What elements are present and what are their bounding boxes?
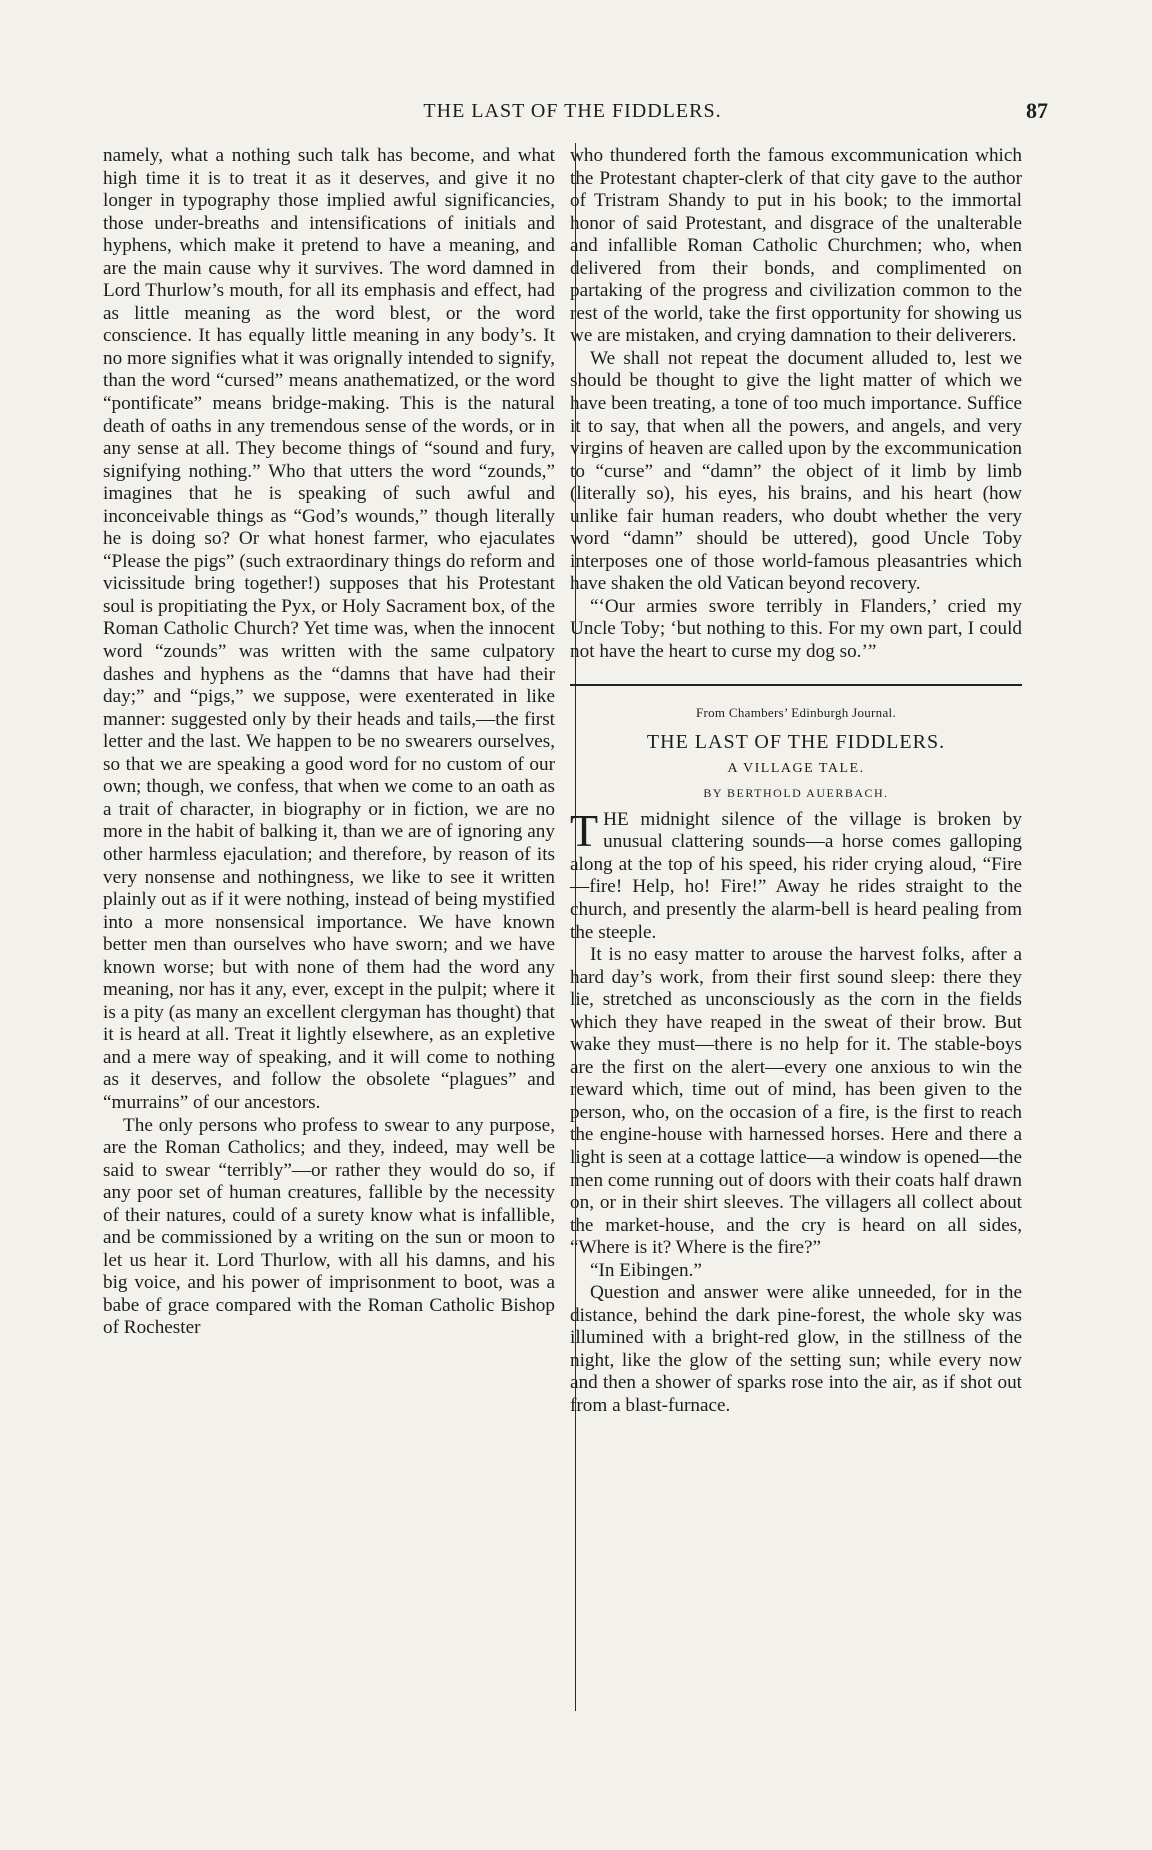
page-header <box>95 98 1050 128</box>
paragraph: Question and answer were alike unneeded, for in the distance, behind the dark pine-forest, the whole sky was illumined with a bright-red glow, in the stillness of the night, like the glow of the setting sun; while every now and then a shower of sparks rose into the air, as if shot out from a blast-furnace. <box>570 1282 1022 1416</box>
page-number: 87 <box>1026 98 1048 123</box>
story-source: From Chambers’ Edinburgh Journal. <box>695 704 897 720</box>
story-subtitle: A VILLAGE TALE. <box>727 760 865 776</box>
right-column <box>570 145 1022 1418</box>
paragraph: The only persons who profess to swear to any purpose, are the Roman Catholics; and they, indeed, may well be said to swear “terribly”—or rather they would do so, if any poor set of human creatures, fallible by the necessity of their natures, could of a surety know what is infallible, and be commissioned by a writing on the sun or moon to let us hear it. Lord Thurlow, with all his damns, and his big voice, and his power of imprisonment to boot, was a babe of grace compared with the Roman Catholic Bishop of Rochester <box>103 1114 555 1339</box>
section-divider <box>570 684 1022 686</box>
left-column <box>103 145 555 1340</box>
story-first-paragraph <box>570 804 1022 944</box>
story-first-paragraph-text: HE midnight silence of the village is broken by unusual clattering sounds—a horse comes galloping along at the top of his speed, his rider crying aloud, “Fire—fire! Help, ho! Fire!” Away he rides straight to the church, and presently the alarm-bell is heard pealing from the steeple. <box>570 808 1022 943</box>
paragraph: who thundered forth the famous excommunication which the Protestant chapter-clerk of that city gave to the author of Tristram Shandy to put in his book; to the immortal honor of said Protestant, and disgrace of the unalterable and infallible Roman Catholic Churchmen; who, when delivered from their bonds, and complimented on partaking of the progress and civilization common to the rest of the world, take the first opportunity for showing us we are mistaken, and crying damnation to their deliverers. <box>570 145 1022 347</box>
story-title: THE LAST OF THE FIDDLERS. <box>646 731 946 754</box>
drop-cap: T <box>570 804 599 856</box>
paragraph: It is no easy matter to arouse the harvest folks, after a hard day’s work, from their first sound sleep: there they lie, stretched as unconsciously as the corn in the fields which they have reaped in the sweat of their brow. But wake they must—there is no help for it. The stable-boys are the first on the alert—every one anxious to win the reward which, time out of mind, has been given to the person, who, on the occasion of a fire, is the first to reach the engine-house with harnessed horses. Here and there a light is seen at a cottage lattice—a window is opened—the men come running out of doors with their coats half drawn on, or in their shirt sleeves. The villagers all collect about the market-house, and the cry is heard on all sides, “Where is it? Where is the fire?” <box>570 944 1022 1259</box>
paragraph: “In Eibingen.” <box>590 1259 702 1281</box>
paragraph: “‘Our armies swore terribly in Flanders,’ cried my Uncle Toby; ‘but nothing to this. For my own part, I could not have the heart to curse my dog so.’” <box>570 595 1022 663</box>
paragraph: We shall not repeat the document alluded to, lest we should be thought to give the light matter of which we have been treating, a tone of too much importance. Suffice it to say, that when all the powers, and angels, and very virgins of heaven are called upon by the excommunication to “curse” and “damn” the object of it limb by limb (literally so), his eyes, his brains, and his heart (how unlike fair human readers, who doubt whether the very word “damn” should be uttered), good Uncle Toby interposes one of those world-famous pleasantries which have shaken the old Vatican beyond recovery. <box>570 347 1022 595</box>
paragraph: namely, what a nothing such talk has become, and what high time it is to treat it as it deserves, and give it no longer in typography those implied awful significancies, those under-breaths and intensifications of initials and hyphens, which make it pretend to have a meaning, and are the main cause why it survives. The word damned in Lord Thurlow’s mouth, for all its emphasis and effect, had as little meaning as the word blest, or the word conscience. It has equally little meaning in any body’s. It no more signifies what it was orignally intended to signify, than the word “cursed” means anathematized, or the word “pontificate” means bridge-making. This is the natural death of oaths in any tremendous sense of the words, or in any sense at all. They become things of “sound and fury, signifying nothing.” Who that utters the word “zounds,” imagines that he is speaking of such awful and inconceivable things as “God’s wounds,” though literally he is doing so? Or what honest farmer, who ejaculates “Please the pigs” (such extraordinary things do reform and vicissitude bring together!) supposes that his Protestant soul is propitiating the Pyx, or Holy Sacrament box, of the Roman Catholic Church? Yet time was, when the innocent word “zounds” was written with the same culpatory dashes and hyphens as the “damns that have had their day;” and “pigs,” we suppose, were exenterated in like manner: suggested only by their heads and tails,—the first letter and the last. We happen to be no swearers ourselves, so that we are speaking a good word for no custom of our own; though, we confess, that when we come to an oath as a trait of character, in biography or in fiction, we are no more in the habit of balking it, than we are of ignoring any other harmless ejaculation; and therefore, by reason of its very nonsense and nothingness, we like to see it written plainly out as if it were nothing, instead of being mystified into a more nonsensical importance. We have known better men than ourselves who have sworn; and we have known worse; but with none of them had the word any meaning, nor has it any, ever, except in the pulpit; where it is a pity (as many an excellent clergyman has thought) that it is heard at all. Treat it lightly elsewhere, as an expletive and a mere way of speaking, and it will come to nothing as it deserves, and follow the obsolete “plagues” and “murrains” of our ancestors. <box>103 145 555 1113</box>
story-author: BY BERTHOLD AUERBACH. <box>703 786 889 801</box>
running-title: THE LAST OF THE FIDDLERS. <box>423 100 722 122</box>
